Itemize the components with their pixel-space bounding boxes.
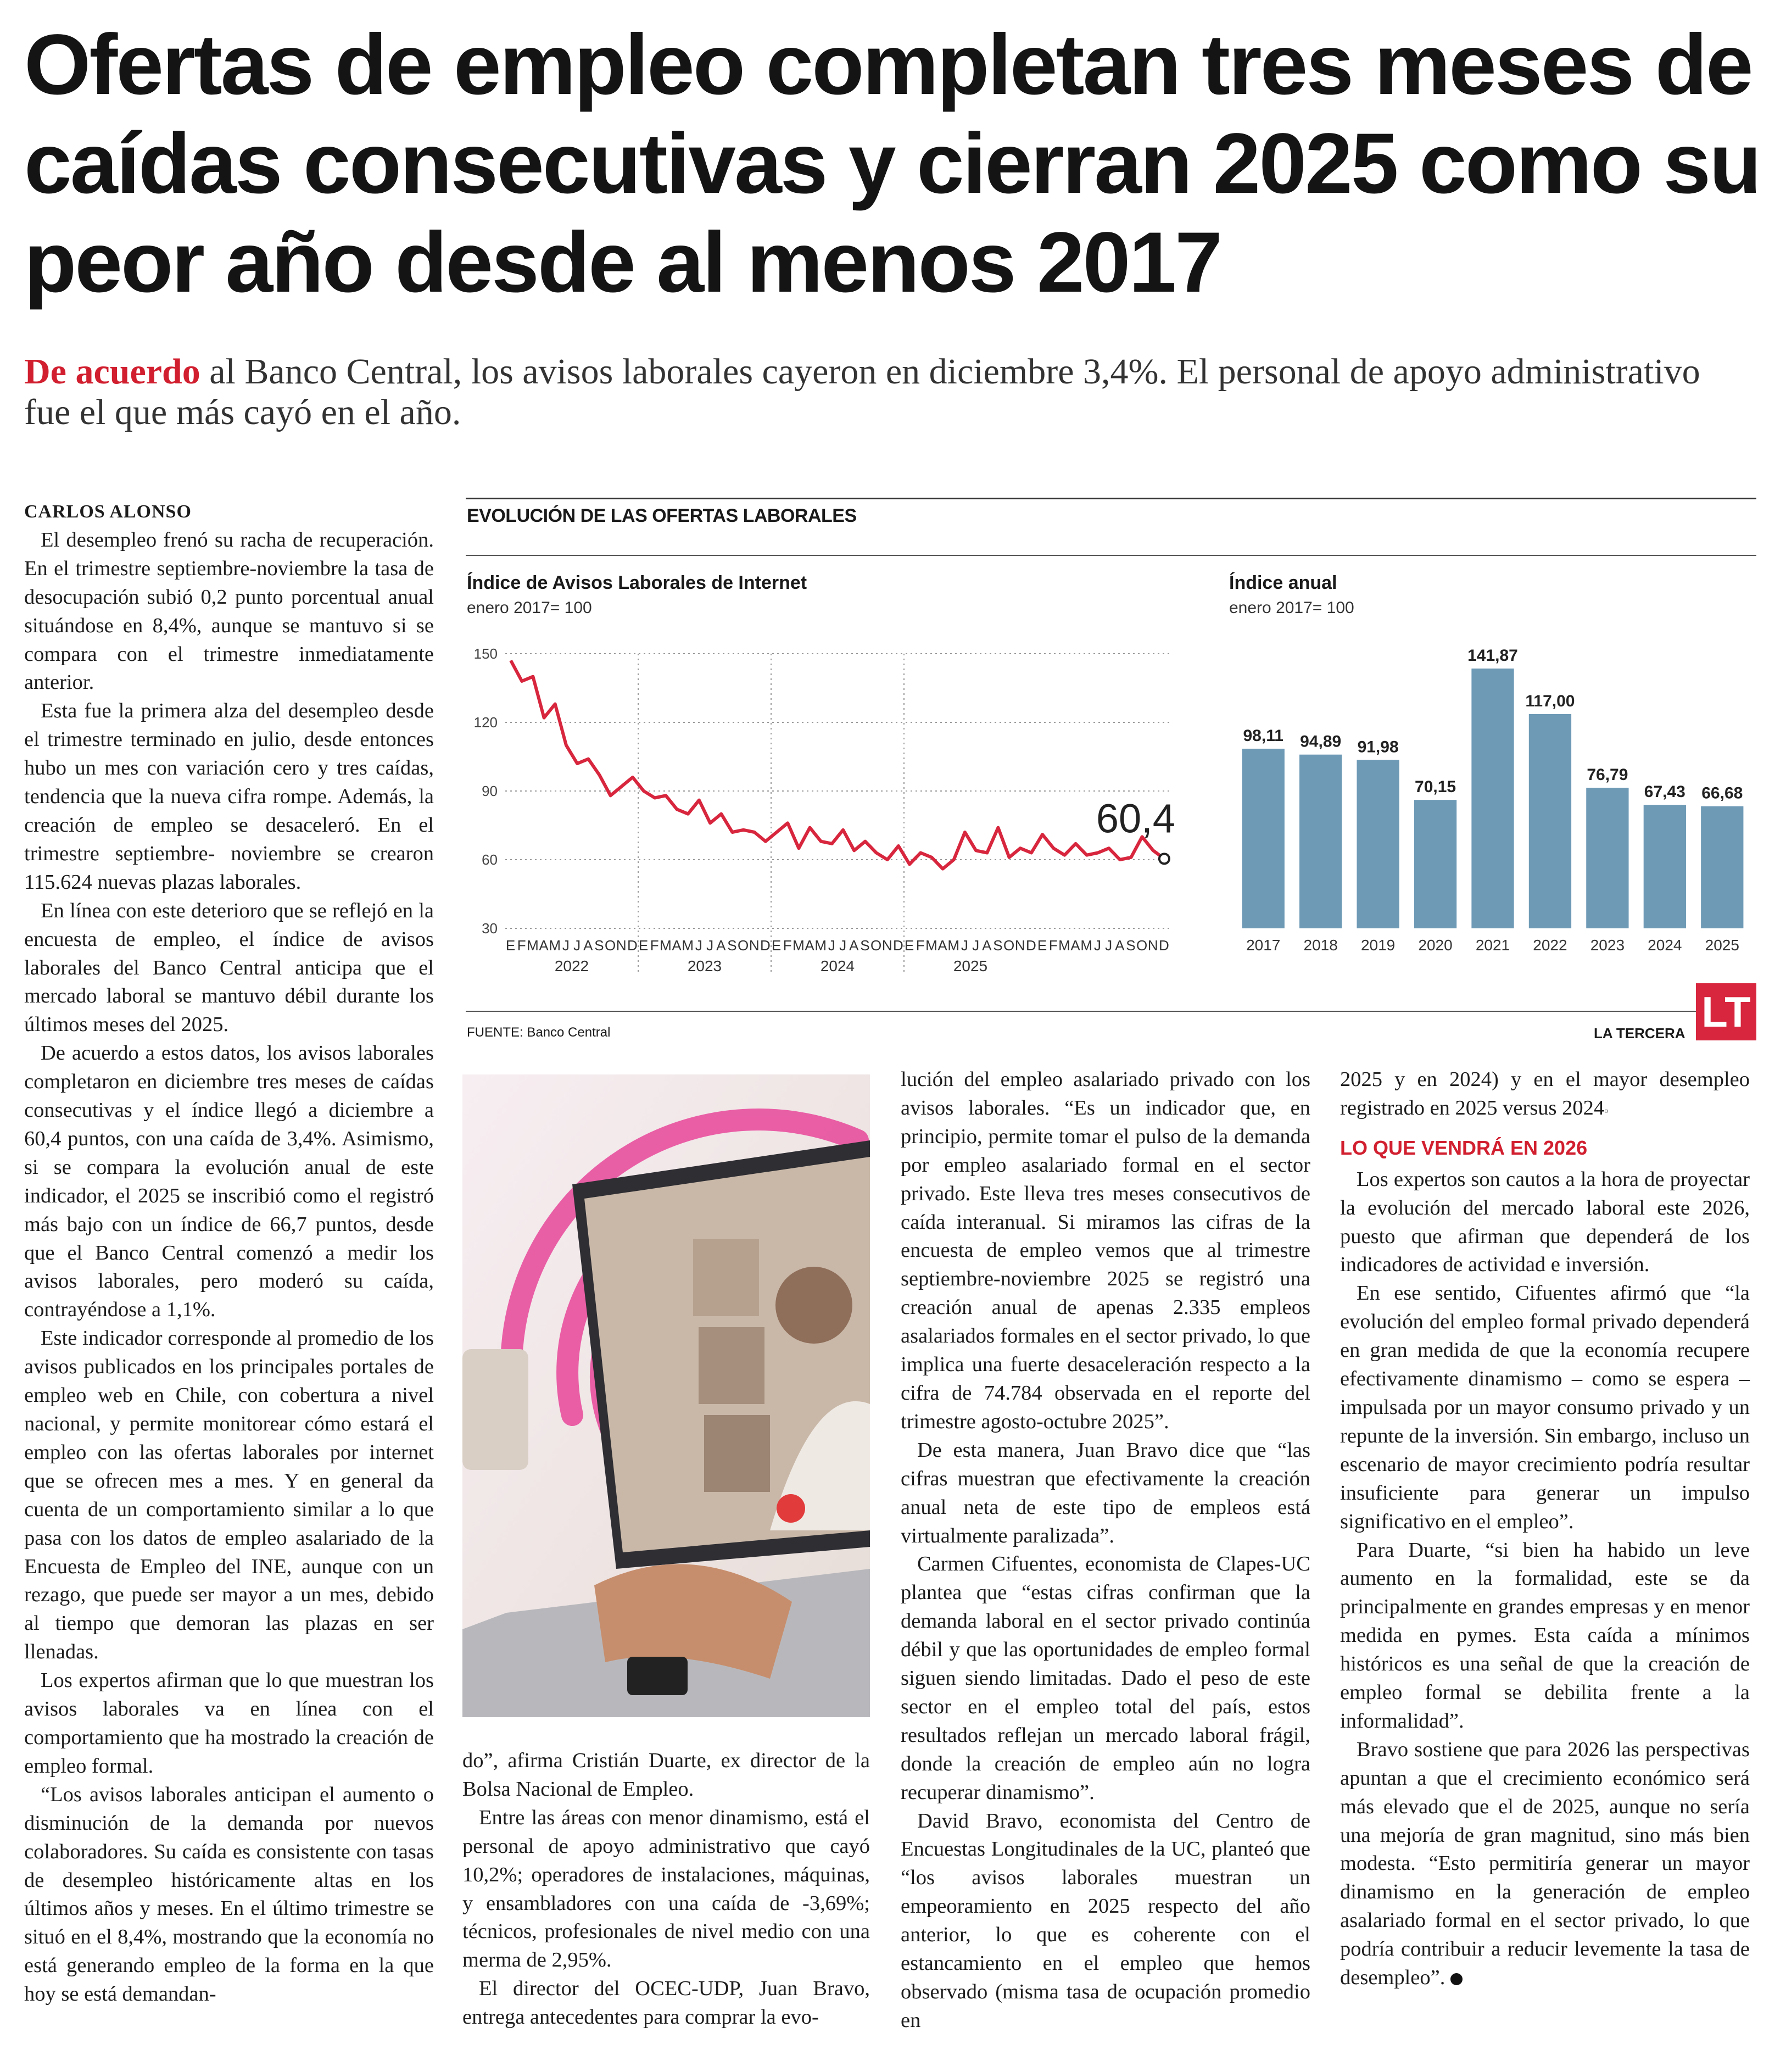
paragraph: Los expertos afirman que lo que muestran los avisos laborales va en línea con el comportamiento que ha mostrado la creación de empleo formal. [24, 1669, 434, 1778]
paragraph: Los expertos son cautos a la hora de proyectar la evolución del mercado laboral este 2026, puesto que afirman que dependerá de los indicadores de actividad e inversión. [1340, 1167, 1750, 1277]
data-point [942, 868, 943, 869]
line-chart-title: Índice de Avisos Laborales de Internet [467, 572, 807, 593]
y-tick-label: 90 [482, 783, 498, 799]
month-tick-label: J [972, 937, 980, 954]
data-point [909, 864, 910, 865]
y-tick-label: 120 [473, 714, 498, 731]
year-label: 2022 [554, 957, 589, 974]
source-note: FUENTE: Banco Central [467, 1025, 611, 1040]
article-column-2 [462, 1747, 870, 2032]
bar-value-label: 94,89 [1300, 732, 1342, 751]
month-tick-label: E [771, 937, 782, 954]
month-tick-label: S [594, 937, 605, 954]
month-tick-label: J [828, 937, 836, 954]
article-column-3 [901, 1066, 1310, 2035]
bar [1529, 714, 1571, 928]
month-tick-label: J [1105, 937, 1113, 954]
x-tick-label: 2017 [1246, 937, 1281, 954]
year-label: 2023 [687, 957, 722, 974]
bar-value-label: 117,00 [1525, 692, 1575, 710]
month-tick-label: D [1159, 937, 1170, 954]
paragraph-text: Bravo sostiene que para 2026 las perspectivas apuntan a que el crecimiento económico será más elevado que el de 2025, aunque no sería una mejoría de gran magnitud, sino más bien modesta. “Esto permitiría generar un mayor dinamismo en la generación de empleo asalariado formal en el sector privado, lo que podría contribuir a reducir levemente la tasa de desempleo”. [1340, 1737, 1750, 1990]
data-point [865, 841, 866, 842]
x-tick-label: 2024 [1648, 937, 1682, 954]
month-tick-label: F [650, 937, 660, 954]
brand-logo-text: LT [1701, 988, 1751, 1036]
month-tick-label: N [749, 937, 760, 954]
y-tick-label: 60 [482, 851, 498, 868]
coffee-mug [462, 1349, 528, 1470]
lead-kicker: De acuerdo [24, 352, 200, 392]
month-tick-label: F [1048, 937, 1058, 954]
paragraph: En ese sentido, Cifuentes afirmó que “la evolución del empleo formal privado dependerá en gran medida de que la economía recupere efectivamente dinamismo – como se espera – impulsada por un mayor consumo privado y un repunte de la inversión. Sin embargo, incluso un escenario de mayor crecimiento podría resultar insuficiente para generar un impulso significativo en el empleo”. [1340, 1282, 1750, 1533]
month-tick-label: M [527, 937, 539, 954]
article-photo [462, 1074, 870, 1717]
paragraph: Entre las áreas con menor dinamismo, está el personal de apoyo administrativo que cayó 10,2%; operadores de instalaciones, máquinas, y ensambladores con una caída de -3,69%; técnicos, profesionales de nivel medio con una merma de 2,95%. [462, 1806, 870, 1972]
data-point [754, 832, 755, 833]
data-point [621, 786, 622, 787]
paragraph [1340, 1066, 1750, 1126]
month-tick-label: S [860, 937, 870, 954]
year-label: 2024 [820, 957, 855, 974]
bar-value-label: 66,68 [1701, 784, 1743, 803]
month-tick-label: A [982, 937, 992, 954]
month-tick-label: M [1080, 937, 1093, 954]
month-tick-label: D [627, 937, 638, 954]
month-tick-label: D [893, 937, 904, 954]
bar [1414, 800, 1456, 928]
month-tick-label: J [706, 937, 715, 954]
paragraph: De esta manera, Juan Bravo dice que “las cifras muestran que efectivamente la creación anual neta de este tipo de empleos está virtualmente paralizada”. [901, 1438, 1310, 1547]
bar-value-label: 91,98 [1357, 738, 1399, 756]
month-tick-label: A [672, 937, 682, 954]
bar-value-label: 98,11 [1243, 726, 1283, 745]
paragraph-text: 2025 y en 2024) y en el mayor desempleo registrado en 2025 versus 2024 [1340, 1068, 1750, 1119]
article-column-1 [24, 498, 434, 2009]
month-tick-label: J [573, 937, 582, 954]
data-point [854, 850, 855, 851]
infographic-header-rule [466, 555, 1756, 556]
bar [1242, 749, 1285, 928]
month-tick-label: M [1058, 937, 1071, 954]
line-chart-subtitle: enero 2017= 100 [467, 599, 592, 617]
month-tick-label: A [849, 937, 859, 954]
month-tick-label: J [1093, 937, 1102, 954]
x-tick-label: 2021 [1475, 937, 1510, 954]
data-point [964, 832, 965, 833]
infographic-top-rule [466, 498, 1756, 499]
data-point [765, 841, 766, 842]
bar-chart-subtitle: enero 2017= 100 [1229, 599, 1354, 617]
month-tick-label: A [937, 937, 948, 954]
month-tick-label: F [517, 937, 527, 954]
month-tick-label: E [1037, 937, 1048, 954]
month-tick-label: F [783, 937, 792, 954]
month-tick-label: O [604, 937, 617, 954]
month-tick-label: E [904, 937, 915, 954]
bar-value-label: 67,43 [1644, 783, 1685, 801]
bar [1471, 669, 1514, 928]
paragraph: Esta fue la primera alza del desempleo desde el trimestre terminado en julio, desde entonces hubo un mes con variación cero y tres caídas, tendencia que la nueva cifra rompe. Además, la creación de empleo se desaceleró. En el trimestre septiembre- noviembre se crearon 115.624 nuevas plazas laborales. [24, 699, 434, 894]
month-tick-label: M [682, 937, 695, 954]
month-tick-label: J [961, 937, 969, 954]
month-tick-label: A [716, 937, 727, 954]
lead-paragraph [24, 352, 1754, 433]
month-tick-label: M [814, 937, 828, 954]
month-tick-label: M [660, 937, 672, 954]
x-tick-label: 2019 [1360, 937, 1396, 954]
month-tick-label: A [1070, 937, 1081, 954]
data-point [732, 832, 733, 833]
paragraph: David Bravo, economista del Centro de Encuestas Longitudinales de la UC, planteó que “los avisos laborales muestran un empeoramiento en 2025 respecto del año anterior, lo que es coherente con el estancamiento en el empleo que hemos observado (misma tasa de ocupación promedio en [901, 1809, 1310, 2032]
month-tick-label: J [562, 937, 570, 954]
bar [1357, 760, 1399, 928]
month-tick-label: E [638, 937, 649, 954]
bar [1586, 788, 1628, 928]
year-label: 2025 [953, 957, 988, 974]
paragraph: Carmen Cifuentes, economista de Clapes-UC plantea que “estas cifras confirman que la demanda laboral en el sector privado continúa débil y que las oportunidades de empleo formal siguen siendo limitadas. Dado el peso de este sector en el empleo total del país, estos resultados reflejan un mercado laboral frágil, donde la creación de empleo aún no logra recuperar dinamismo”. [901, 1552, 1310, 1804]
paragraph: El desempleo frenó su racha de recuperación. En el trimestre septiembre-noviembre la tasa de desocupación subió 0,2 punto porcentual anual situándose en 8,4%, aunque se mantuvo si se compara con el trimestre inmediatamente anterior. [24, 528, 434, 694]
month-tick-label: D [1026, 937, 1037, 954]
data-point [1042, 834, 1043, 835]
paragraph [1340, 1736, 1750, 1992]
paragraph: lución del empleo asalariado privado con los avisos laborales. “Es un indicador que, en principio, permite tomar el pulso de la demanda por empleo asalariado formal en el sector privado. Este lleva tres meses consecutivos de caída interanual. Si miramos las cifras de la encuesta de empleo vemos que al trimestre septiembre-noviembre 2025 se registró una creación anual de apenas 2.335 empleos asalariados formales en el sector privado, lo que implica una fuerte desaceleración respecto a la cifra de 74.784 observada en el reporte del trimestre agosto-octubre 2025”. [901, 1068, 1310, 1433]
month-tick-label: N [1014, 937, 1026, 954]
month-tick-label: M [925, 937, 938, 954]
x-tick-label: 2022 [1533, 937, 1567, 954]
paragraph: Este indicador corresponde al promedio de los avisos publicados en los principales portales de empleo web en Chile, con cobertura a nivel nacional, y permite monitorear cómo estará el empleo con las ofertas laborales por internet que se ofrecen mes a mes. Y en general da cuenta de un comportamiento similar a lo que pasa con los datos de empleo asalariado de la Encuesta de Empleo del INE, aunque con un rezago, que puede ser mayor a un mes, debido al tiempo que demoran las plazas en ser llenadas. [24, 1327, 434, 1664]
bar-value-label: 76,79 [1587, 766, 1628, 784]
infographic-bottom-rule [466, 1011, 1756, 1012]
data-point [831, 843, 832, 844]
data-point [610, 795, 611, 796]
y-tick-label: 30 [482, 920, 498, 937]
month-tick-label: A [539, 937, 549, 954]
data-point [843, 829, 844, 830]
data-point [1075, 843, 1076, 844]
month-tick-label: A [805, 937, 815, 954]
section-end-mark: ▫ [1604, 1105, 1609, 1117]
month-tick-label: O [1003, 937, 1015, 954]
month-tick-label: J [839, 937, 847, 954]
brand-name: LA TERCERA [1594, 1025, 1685, 1041]
data-point [1053, 848, 1054, 849]
month-tick-label: E [505, 937, 516, 954]
month-tick-label: M [549, 937, 562, 954]
month-tick-label: N [616, 937, 627, 954]
x-tick-label: 2023 [1590, 937, 1625, 954]
month-tick-label: M [792, 937, 805, 954]
bar [1299, 755, 1342, 928]
infographic-header: EVOLUCIÓN DE LAS OFERTAS LABORALES [467, 505, 857, 526]
month-tick-label: A [1115, 937, 1125, 954]
month-tick-label: A [583, 937, 594, 954]
headline: Ofertas de empleo completan tres meses de caídas consecutivas y cierran 2025 como su peor año desde al menos 2017 [24, 17, 1760, 310]
series-line [511, 661, 1164, 869]
x-tick-label: 2025 [1705, 937, 1739, 954]
x-tick-label: 2020 [1418, 937, 1453, 954]
paragraph: En línea con este deterioro que se reflejó en la encuesta de empleo, el índice de avisos laborales del Banco Central anticipa que el mercado laboral se mantuvo débil durante los últimos meses del 2025. [24, 899, 434, 1037]
byline: CARLOS ALONSO [24, 502, 192, 522]
month-tick-label: O [737, 937, 750, 954]
paragraph: De acuerdo a estos datos, los avisos laborales completaron en diciembre tres meses de caídas consecutivas y el índice llegó a diciembre a 60,4 puntos, con una caída de 3,4%. Asimismo, si se compara la evolución anual de este indicador, el 2025 se inscribió como el registró más bajo con un índice de 66,7 puntos, desde que el Banco Central comenzó a medir los avisos laborales, pero moderó su caída, contrayéndose a 1,1%. [24, 1041, 434, 1322]
bar-chart [1229, 632, 1756, 972]
month-tick-label: N [881, 937, 893, 954]
last-value-callout: 60,4 [1096, 795, 1175, 842]
paragraph: Para Duarte, “si bien ha habido un leve aumento en la formalidad, este se da principalmente en grandes empresas y en menor medida en pymes. Esta caída a mínimos históricos es una señal de que la creación de empleo formal se debilita frente a la informalidad”. [1340, 1538, 1750, 1733]
data-point [632, 777, 633, 778]
article-column-4 [1340, 1066, 1750, 1992]
bar-value-label: 70,15 [1415, 778, 1456, 797]
month-tick-label: F [916, 937, 925, 954]
lead-text: al Banco Central, los avisos laborales cayeron en diciembre 3,4%. El personal de apoyo administrativo fue el que más cayó en el año. [24, 352, 1700, 432]
last-data-point [1159, 854, 1169, 864]
month-tick-label: M [947, 937, 961, 954]
bar-value-label: 141,87 [1467, 647, 1518, 665]
month-tick-label: S [1126, 937, 1136, 954]
month-tick-label: N [1147, 937, 1159, 954]
month-tick-label: O [1136, 937, 1148, 954]
end-of-article-icon: P [1450, 1973, 1463, 1985]
month-tick-label: D [760, 937, 771, 954]
y-tick-label: 150 [473, 645, 498, 662]
month-tick-label: J [695, 937, 703, 954]
brand-logo [1696, 983, 1756, 1040]
month-tick-label: S [727, 937, 738, 954]
bar-chart-title: Índice anual [1229, 572, 1337, 593]
month-tick-label: S [993, 937, 1003, 954]
x-tick-label: 2018 [1303, 937, 1338, 954]
bar [1701, 806, 1743, 928]
data-point [743, 829, 744, 830]
paragraph: El director del OCEC-UDP, Juan Bravo, entrega antecedentes para comprar la evo- [462, 1977, 870, 2029]
month-tick-label: O [870, 937, 883, 954]
bar [1644, 805, 1686, 928]
line-chart [461, 632, 1181, 989]
section-subhead: LO QUE VENDRÁ EN 2026 [1340, 1136, 1588, 1159]
paragraph: “Los avisos laborales anticipan el aumento o disminución de la demanda por nuevos colaboradores. Su caída es consistente con tasas de desempleo históricamente altas en los últimos años y meses. En el último trimestre se situó en el 8,4%, mostrando que la economía no está generando empleo de la forma en la que hoy se está demandan- [24, 1783, 434, 2006]
paragraph: do”, afirma Cristián Duarte, ex director de la Bolsa Nacional de Empleo. [462, 1749, 870, 1801]
